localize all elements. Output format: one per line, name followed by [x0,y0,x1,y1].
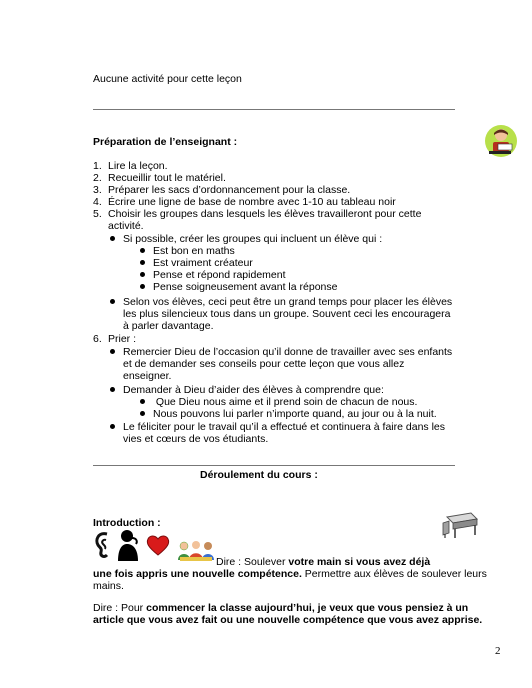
step-5-continued: activité. [108,220,144,232]
teacher-reading-icon [484,124,518,158]
ear-icon [93,531,113,559]
selon-bullet-line-1: Selon vos élèves, ceci peut être un grand temps pour placer les élèves [110,296,452,309]
group-sub-4: Pense soigneusement avant la réponse [140,281,337,294]
pray-bullet-2: Demander à Dieu d’aider des élèves à comprendre que: [110,384,384,397]
pray-sub-2: Nous pouvons lui parler n’importe quand, au jour ou à la nuit. [140,408,437,421]
divider-top [93,109,455,110]
dire-1-line-3: mains. [93,580,124,592]
step-3: 3. Préparer les sacs d’ordonnancement pour la classe. [93,184,351,196]
group-sub-1: Est bon en maths [140,245,235,258]
dire-2-line-1: Dire : Pour commencer la classe aujourd’hui, je veux que vous pensiez à un [93,602,469,614]
step-1: 1. Lire la leçon. [93,160,168,172]
pray-sub-1: Que Dieu nous aime et il prend soin de chacun de nous. [140,396,417,409]
no-activity-text: Aucune activité pour cette leçon [93,73,242,85]
school-desk-icon [441,507,481,539]
pray-bullet-3-line-1: Le féliciter pour le travail qu’il a effectué et continuera à faire dans les [110,421,445,434]
step-6: 6. Prier : [93,333,137,345]
step-2: 2. Recueillir tout le matériel. [93,172,226,184]
intro-heading: Introduction : [93,517,161,529]
step-5: 5. Choisir les groupes dans lesquels les élèves travailleront pour cette [93,208,422,220]
group-bullet: Si possible, créer les groupes qui incluent un élève qui : [110,233,382,246]
heart-icon [145,533,171,557]
dire-1-line-1: Dire : Soulever votre main si vous avez déjà [216,556,431,568]
listening-person-icon [114,529,142,561]
selon-bullet-line-2: les plus silencieux tous dans un groupe. Souvent ceci les encouragera [123,308,451,320]
dire-2-line-2: article que vous avez fait ou une nouvelle compétence que vous avez apprise. [93,614,483,626]
group-sub-3: Pense et répond rapidement [140,269,286,282]
step-4: 4. Écrire une ligne de base de nombre avec 1-10 au tableau noir [93,196,396,208]
pray-bullet-1-line-3: enseigner. [123,370,172,382]
pray-bullet-1-line-1: Remercier Dieu de l’occasion qu’il donne de travailler avec ses enfants [110,346,452,359]
course-heading: Déroulement du cours : [200,469,318,481]
pray-bullet-3-line-2: vies et cœurs de vos étudiants. [123,433,269,445]
divider-course [93,465,455,466]
group-sub-2: Est vraiment créateur [140,257,253,270]
selon-bullet-line-3: à parler davantage. [123,320,214,332]
dire-1-line-2: une fois appris une nouvelle compétence. Permettre aux élèves de soulever leurs [93,568,487,580]
prep-heading: Préparation de l’enseignant : [93,136,238,148]
pray-bullet-1-line-2: et de demander ses conseils pour cette leçon que vous allez [123,358,405,370]
children-group-icon [176,540,216,562]
page-number: 2 [495,645,501,657]
